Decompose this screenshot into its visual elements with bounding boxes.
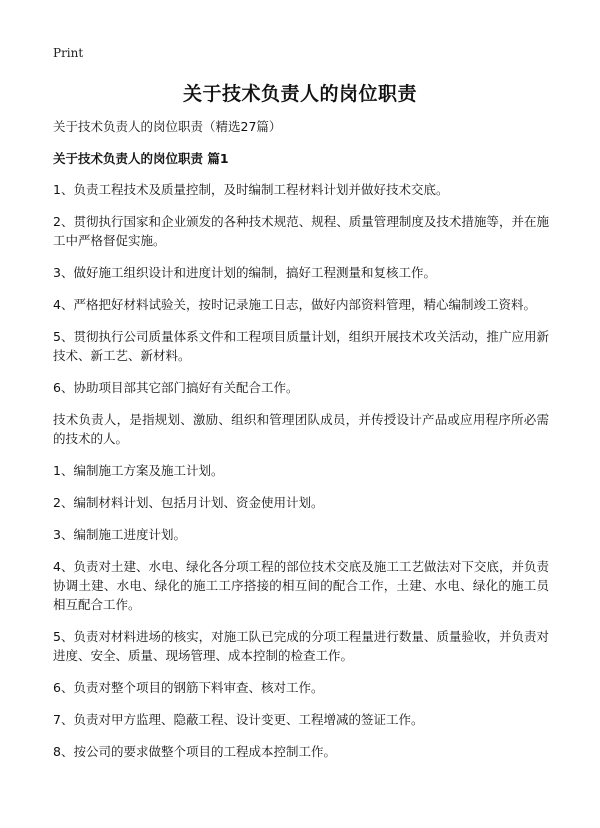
paragraph: 5、贯彻执行公司质量体系文件和工程项目质量计划，组织开展技术攻关活动，推广应用新技术、新工艺、新材料。 (53, 329, 549, 363)
paragraph: 1、负责工程技术及质量控制，及时编制工程材料计划并做好技术交底。 (53, 182, 449, 197)
paragraph: 8、按公司的要求做整个项目的工程成本控制工作。 (53, 744, 336, 759)
section-heading: 关于技术负责人的岗位职责 篇1 (53, 151, 229, 166)
paragraph: 6、协助项目部其它部门搞好有关配合工作。 (53, 380, 299, 395)
paragraph: 2、编制材料计划、包括月计划、资金使用计划。 (53, 495, 324, 510)
paragraph: 6、负责对整个项目的钢筋下料审查、核对工作。 (53, 680, 324, 695)
paragraph: 3、做好施工组织设计和进度计划的编制，搞好工程测量和复核工作。 (53, 265, 436, 280)
document-body (53, 118, 549, 774)
print-label: Print (53, 46, 84, 60)
paragraph: 4、负责对土建、水电、绿化各分项工程的部位技术交底及施工工艺做法对下交底，并负责协调土建、水电、绿化的施工工序搭接的相互间的配合工作，土建、水电、绿化的施工员相互配合工作。 (53, 559, 549, 612)
paragraph: 3、编制施工进度计划。 (53, 527, 186, 542)
paragraph: 7、负责对甲方监理、隐蔽工程、设计变更、工程增减的签证工作。 (53, 712, 424, 727)
paragraph: 2、贯彻执行国家和企业颁发的各种技术规范、规程、质量管理制度及技术措施等，并在施工中严格督促实施。 (53, 214, 549, 248)
paragraph: 1、编制施工方案及施工计划。 (53, 463, 224, 478)
document-title: 关于技术负责人的岗位职责 (182, 83, 417, 105)
paragraph: 5、负责对材料进场的核实，对施工队已完成的分项工程量进行数量、质量验收，并负责对进度、安全、质量、现场管理、成本控制的检查工作。 (53, 629, 549, 663)
paragraph: 技术负责人，是指规划、激励、组织和管理团队成员，并传授设计产品或应用程序所必需的技术的人。 (53, 412, 549, 446)
paragraph: 4、严格把好材料试验关，按时记录施工日志，做好内部资料管理，精心编制竣工资料。 (53, 297, 536, 312)
document-subtitle: 关于技术负责人的岗位职责（精选27篇） (53, 119, 282, 134)
